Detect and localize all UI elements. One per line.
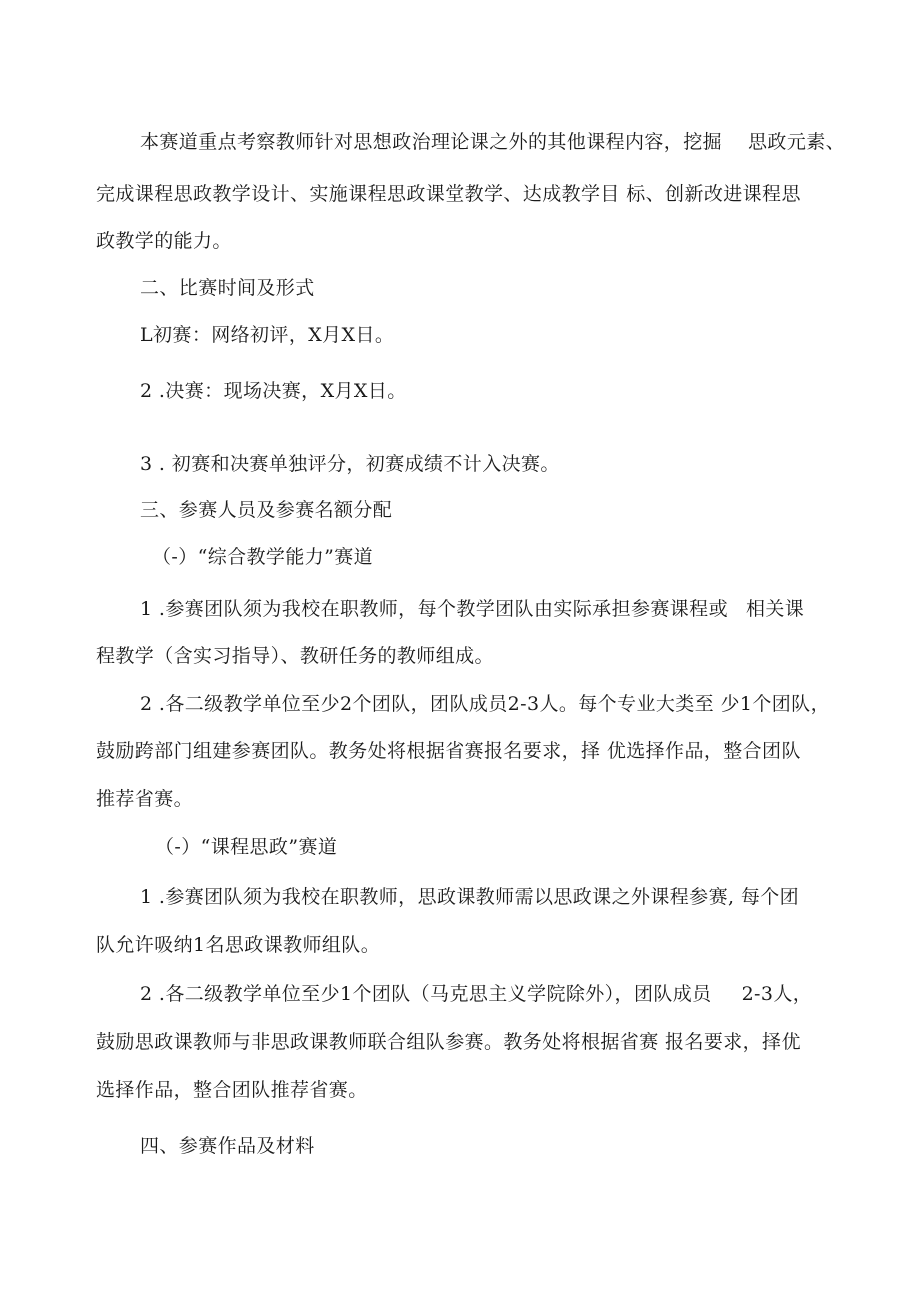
track-2-item-2-line-2: 鼓励思政课教师与非思政课教师联合组队参赛。教务处将根据省赛 报名要求，择优 [96, 1031, 801, 1053]
track-2-item-2-part-b: 2-3人， [741, 983, 813, 1005]
track-1-item-1-line-1 [140, 596, 804, 622]
track-1-item-1-line-2: 程教学（含实习指导）、教研任务的教师组成。 [96, 645, 494, 667]
track-2-item-1-line-2: 队允许吸纳1名思政课教师组队。 [96, 934, 381, 956]
track-1-item-1-part-a: 1 .参赛团队须为我校在职教师，每个教学团队由实际承担参赛课程或 [140, 598, 728, 620]
section-3-heading: 三、参赛人员及参赛名额分配 [140, 499, 393, 521]
section-2-heading: 二、比赛时间及形式 [140, 277, 315, 299]
track-1-item-1-part-b: 相关课 [745, 598, 805, 620]
track-2-item-2-part-a: 2 .各二级教学单位至少1个团队（马克思主义学院除外），团队成员 [140, 983, 712, 1005]
intro-line-1-part-a: 本赛道重点考察教师针对思想政治理论课之外的其他课程内容，挖掘 [140, 131, 723, 153]
track-2-item-2-line-1 [140, 981, 812, 1007]
section-2-item-1: L初赛：网络初评，X月X日。 [140, 324, 395, 346]
intro-line-3: 政教学的能力。 [96, 230, 232, 252]
track-1-item-2-line-1: 2 .各二级教学单位至少2个团队，团队成员2-3人。每个专业大类至 少1个团队， [140, 693, 830, 715]
track-1-item-2-line-3: 推荐省赛。 [96, 788, 194, 810]
track-2-item-1-line-1: 1 .参赛团队须为我校在职教师，思政课教师需以思政课之外课程参赛, 每个团 [140, 886, 800, 908]
section-2-item-3: 3 . 初赛和决赛单独评分，初赛成绩不计入决赛。 [140, 453, 560, 475]
track-2-heading: （-）“课程思政”赛道 [155, 836, 338, 858]
track-1-heading: （-）“综合教学能力”赛道 [152, 546, 374, 568]
section-4-heading: 四、参赛作品及材料 [140, 1135, 315, 1157]
track-1-item-2-line-2: 鼓励跨部门组建参赛团队。教务处将根据省赛报名要求，择 优选择作品，整合团队 [96, 740, 801, 762]
intro-line-1 [140, 129, 845, 155]
intro-line-1-part-b: 思政元素、 [748, 131, 846, 153]
track-2-item-2-line-3: 选择作品，整合团队推荐省赛。 [96, 1079, 368, 1101]
section-2-item-2: 2 .决赛：现场决赛，X月X日。 [140, 380, 407, 402]
intro-line-2: 完成课程思政教学设计、实施课程思政课堂教学、达成教学目 标、创新改进课程思 [96, 183, 801, 205]
